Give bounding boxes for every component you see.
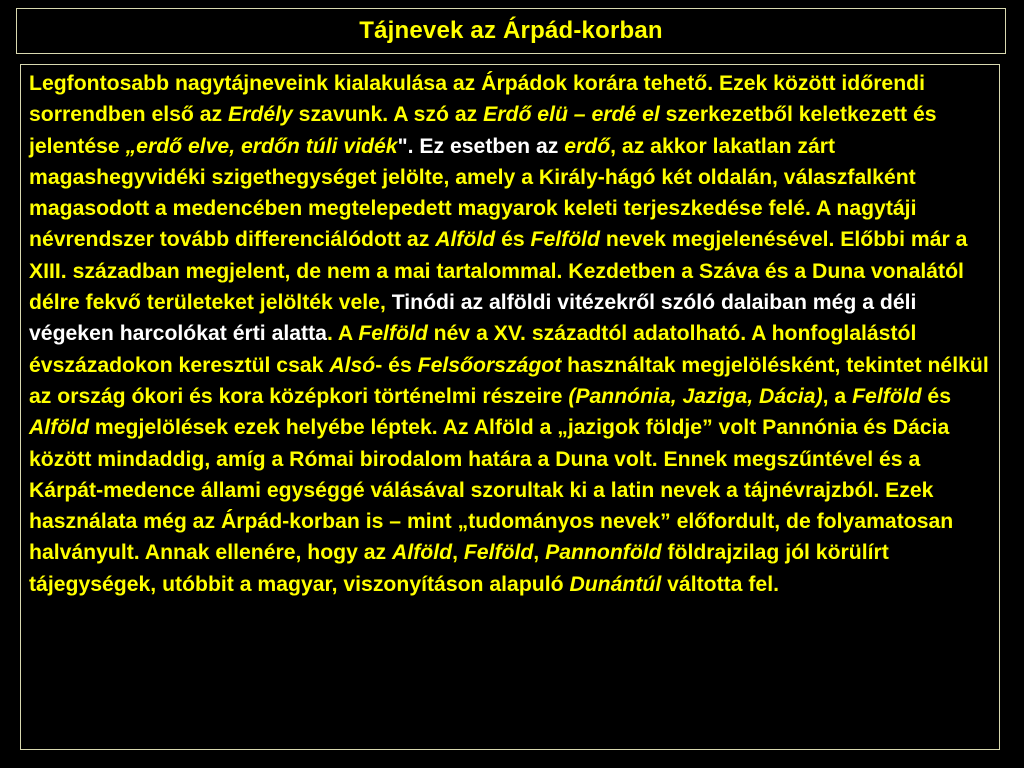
body-text-segment: váltotta fel. — [661, 572, 779, 596]
body-text-segment: . A — [326, 322, 359, 346]
italic-term-felsoorszag: Felsőországot — [417, 353, 562, 377]
body-text-segment: , a — [822, 384, 853, 408]
italic-term-erdo: erdő — [564, 134, 611, 158]
body-text-segment: , — [452, 541, 464, 565]
body-text-segment: szavunk. A szó az — [292, 103, 484, 127]
italic-term-meaning: „erdő elve, erdőn túli vidék — [125, 134, 398, 158]
body-text-segment: Legfontosabb nagytájneveink kialakulása az Árpádok korára tehető. Ezek között időrendi sorrendben első az — [29, 72, 925, 127]
body-text-segment-white: Tinódi az alföldi vitézekről szóló dalaiban még a déli végeken harcolókat érti alatta — [29, 291, 917, 346]
body-paragraph — [29, 68, 993, 600]
body-text-segment: - és — [375, 353, 418, 377]
italic-term-pannonfold: Pannonföld — [545, 541, 662, 565]
italic-term-felfold: Felföld — [358, 322, 428, 346]
body-text-box — [20, 64, 1000, 750]
body-text-segment: földrajzilag jól körülírt tájegységek, utóbbit a magyar, viszonyításon alapuló — [29, 541, 889, 596]
italic-term-alfold: Alföld — [29, 416, 90, 440]
body-text-segment: nevek megjelenésével. Előbbi már a XIII. században megjelent, de nem a mai tartalommal. Kezdetben a Száva és a Duna vonalától délre fekvő területeket jelölték vele, — [29, 228, 968, 315]
body-text-segment: és — [921, 384, 952, 408]
italic-term-dunantul: Dunántúl — [569, 572, 662, 596]
italic-term-erdely: Erdély — [228, 103, 293, 127]
italic-term-alfold: Alföld — [435, 228, 496, 252]
italic-term-also: Alsó — [329, 353, 376, 377]
body-text-segment: szerkezetből keletkezett és jelentése — [29, 103, 937, 158]
body-text-segment: ". Ez esetben az — [397, 134, 565, 158]
body-text-segment: megjelölések ezek helyébe léptek. Az Alföld a „jazigok földje” volt Pannónia és Dácia között mindaddig, amíg a Római birodalom határa a Duna volt. Ennek megszűntével és a Kárpát-medence állami egységgé válásával szorultak ki a latin nevek a tájnévrajzból. Ezek használata még az Árpád-korban is – mint „tudományos nevek” előfordult, de folyamatosan halványult. Annak ellenére, hogy az — [29, 416, 954, 565]
italic-term-felfold: Felföld — [463, 541, 534, 565]
body-text-segment: használtak megjelölésként, tekintet nélkül az ország ókori és kora középkori történelmi részeire — [29, 353, 989, 408]
italic-term-provinces: (Pannónia, Jaziga, Dácia) — [568, 384, 823, 408]
title-box — [16, 8, 1006, 54]
italic-term-felfold: Felföld — [852, 384, 922, 408]
body-text-segment: , — [533, 541, 546, 565]
body-text-segment: , az akkor lakatlan zárt magashegyvidéki szigethegységet jelölte, amely a Király-hágó két oldalán, válaszfalként magasodott a medencében megtelepedett magyarok keleti terjeszkedése felé. A nagytáji névrendszer tovább differenciálódott az — [29, 134, 917, 252]
body-text-segment: név a XV. századtól adatolható. A honfoglalástól évszázadokon keresztül csak — [29, 322, 917, 377]
slide-title: Tájnevek az Árpád-korban — [359, 17, 663, 44]
italic-term-felfold: Felföld — [530, 228, 600, 252]
body-text-segment: és — [495, 228, 531, 252]
italic-term-erdo-elu: Erdő elü – erdé el — [483, 103, 660, 127]
italic-term-alfold: Alföld — [392, 541, 453, 565]
